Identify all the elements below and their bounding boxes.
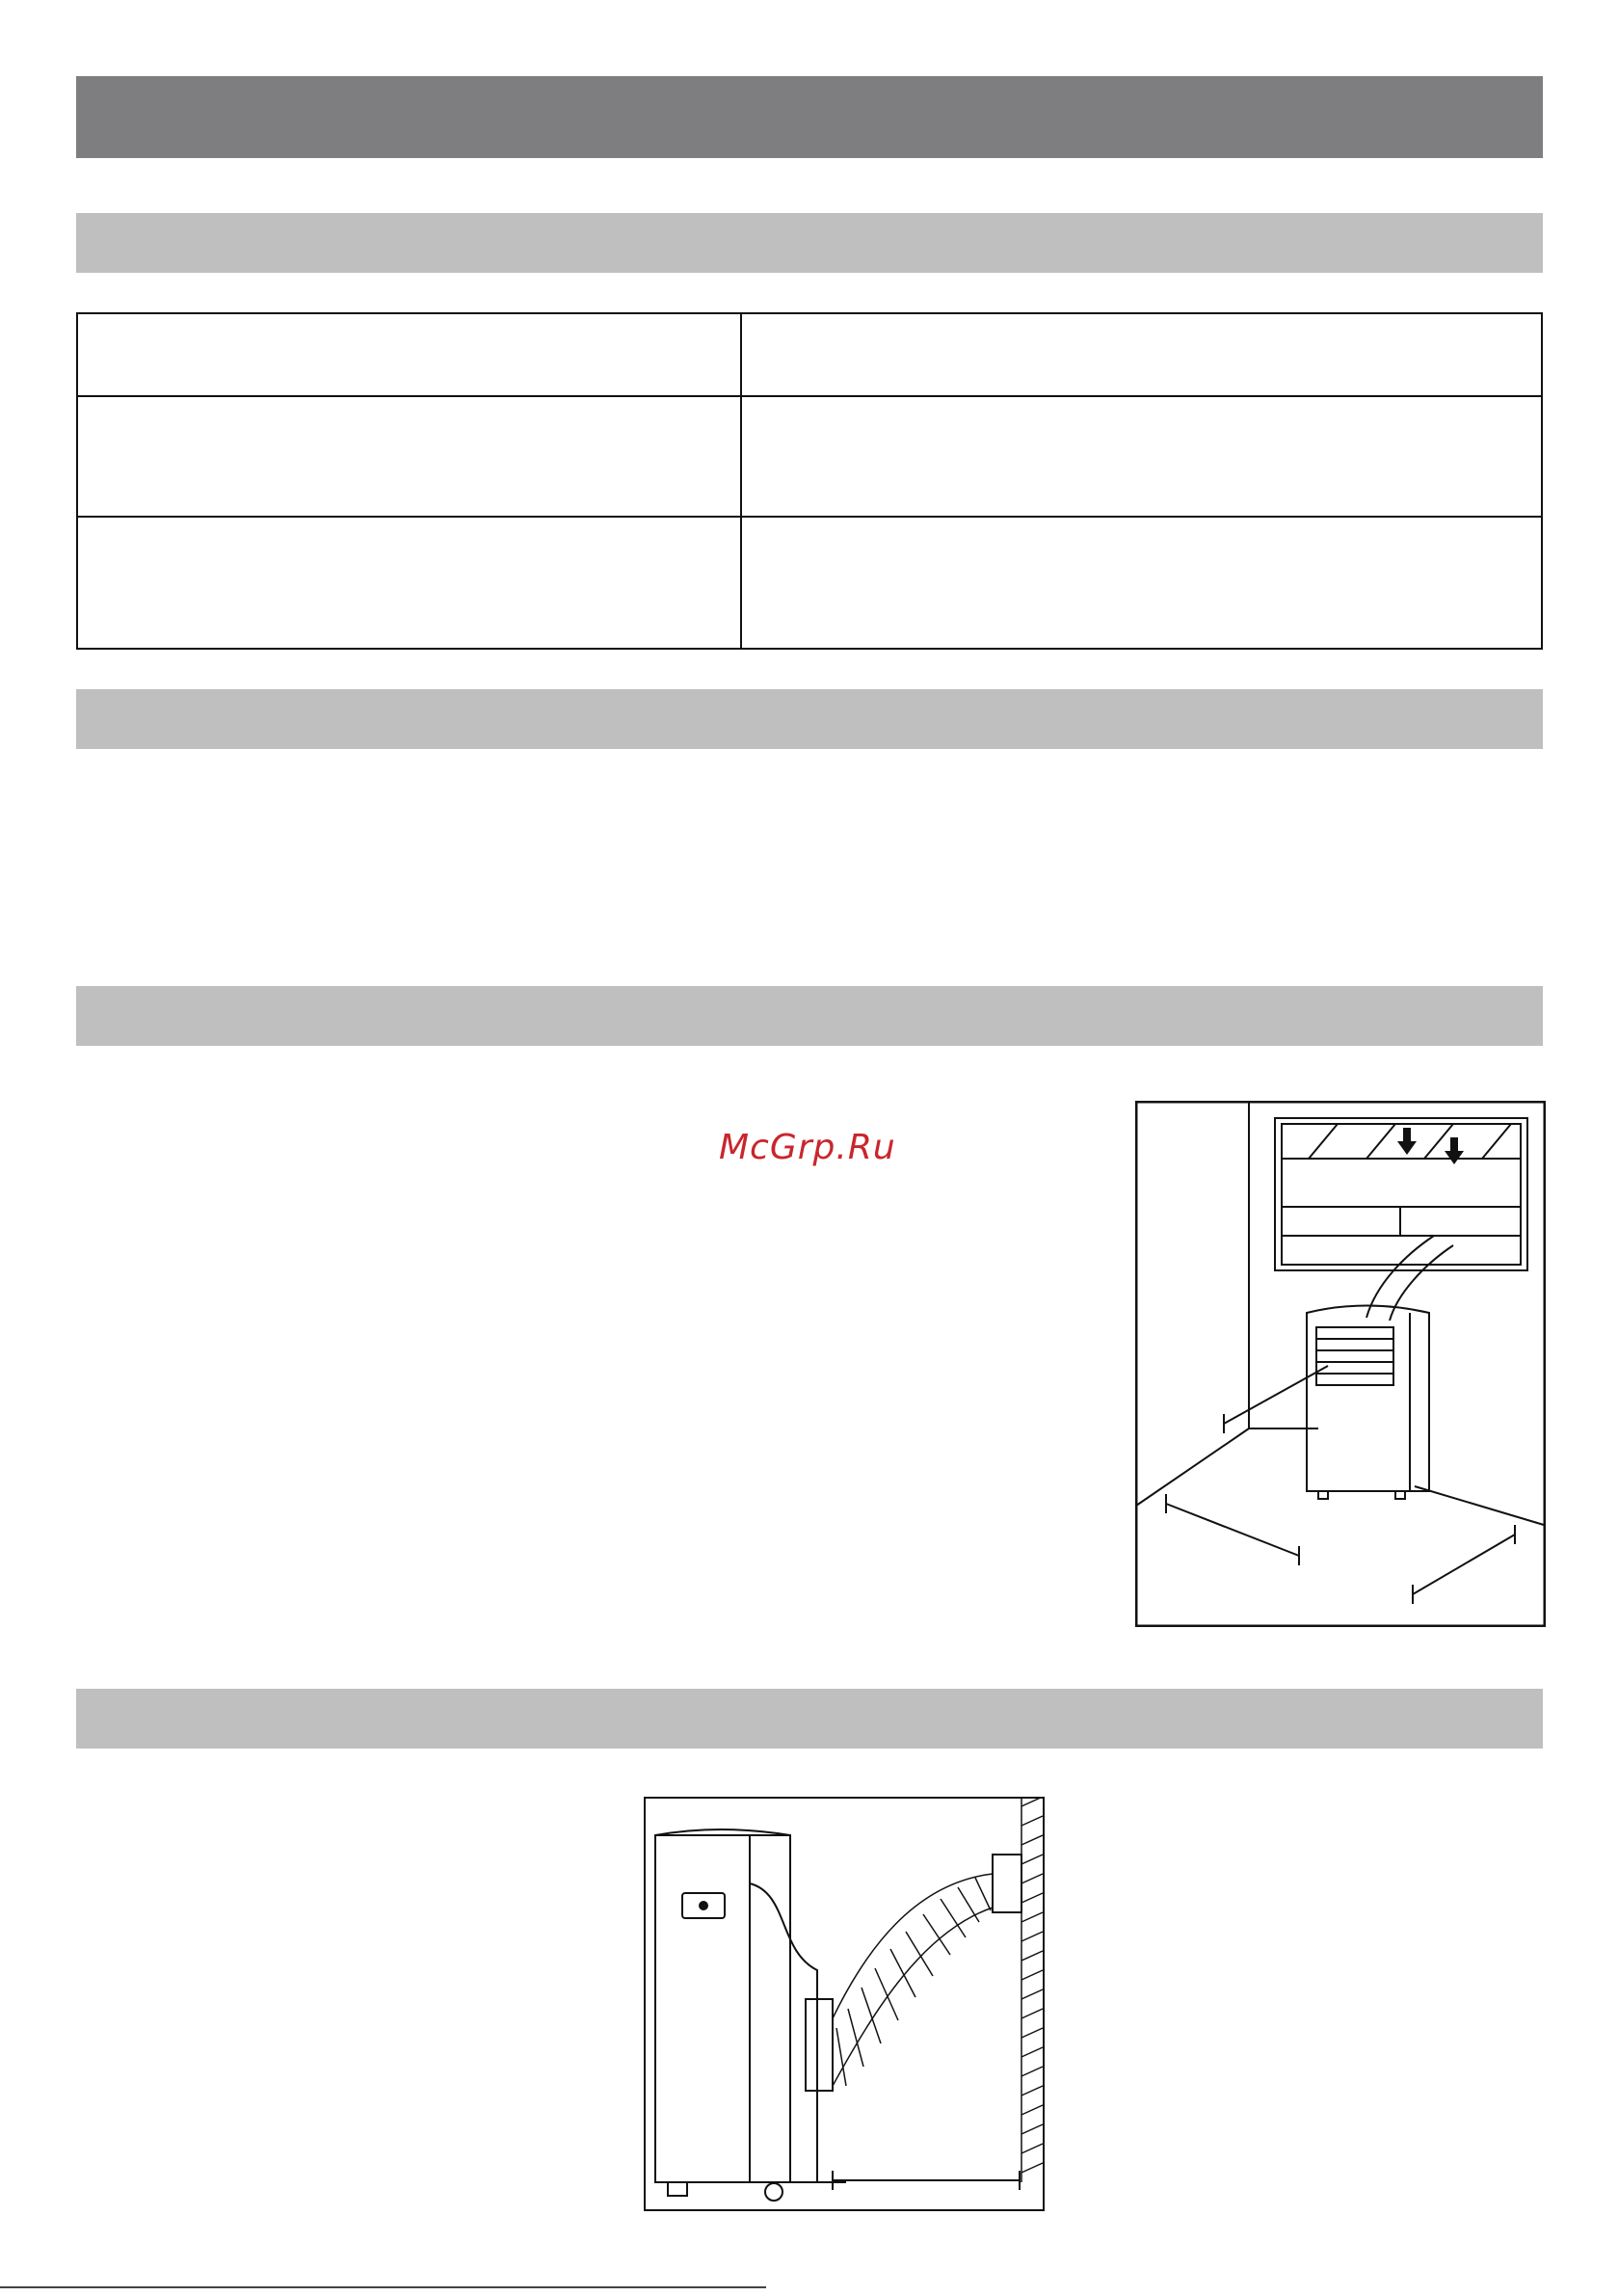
table-header-divider <box>78 395 1541 397</box>
top-title-band <box>76 76 1543 158</box>
room-placement-figure <box>1135 1101 1546 1627</box>
air-conditioner-side-view <box>655 1829 846 2201</box>
table-column-divider <box>740 314 742 648</box>
section-band-1 <box>76 213 1543 273</box>
section-band-3 <box>76 986 1543 1046</box>
footer-rule <box>0 2286 766 2288</box>
distance-marker-right <box>1413 1535 1515 1594</box>
floor-right-line <box>1415 1486 1544 1525</box>
watermark-text: McGrp.Ru <box>719 1128 896 1167</box>
hose-installation-figure <box>644 1797 1045 2211</box>
distance-marker-left <box>1166 1504 1299 1556</box>
wall-connector <box>993 1855 1021 1912</box>
figure-frame-2 <box>645 1798 1044 2210</box>
spec-table <box>76 312 1543 650</box>
distance-marker-wall <box>1224 1366 1328 1424</box>
window-drawing <box>1275 1118 1527 1270</box>
table-row-divider <box>78 516 1541 518</box>
wall-hatch <box>1021 1797 1043 2182</box>
air-conditioner-unit <box>1307 1306 1429 1500</box>
section-band-4 <box>76 1689 1543 1749</box>
exhaust-hose-ribbed <box>833 1874 993 2086</box>
section-band-2 <box>76 689 1543 749</box>
floor-left-line <box>1136 1428 1249 1506</box>
figure-frame <box>1136 1102 1545 1626</box>
